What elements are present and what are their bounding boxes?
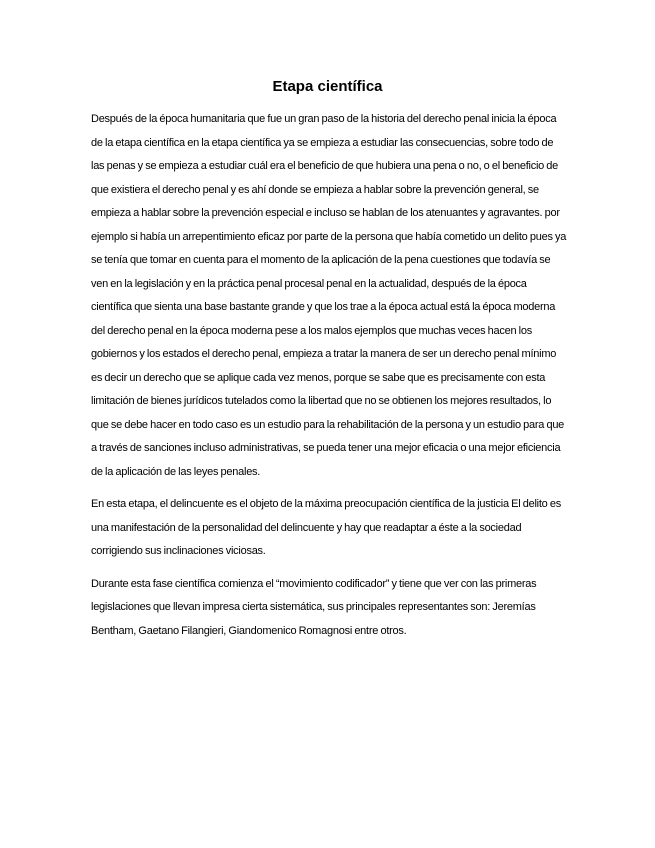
paragraph-1: Después de la época humanitaria que fue un gran paso de la historia del derecho penal inicia la época de la etapa científica en la etapa científica ya se empieza a estudiar las consecuencias, sobre todo de las penas y se empieza a estudiar cuál era el beneficio de que hubiera una pena o no, o el beneficio de que existiera el derecho penal y es ahí donde se empieza a hablar sobre la prevención general, se empieza a hablar sobre la prevención especial e incluso se hablan de los atenuantes y agravantes. por ejemplo si había un arrepentimiento eficaz por parte de la persona que había cometido un delito pues ya se tenía que tomar en cuenta para el momento de la aplicación de la pena cuestiones que todavía se ven en la legislación y en la práctica penal procesal penal en la actualidad, después de la época científica que sienta una base bastante grande y que los trae a la época actual está la época moderna del derecho penal en la época moderna pese a los malos ejemplos que muchas veces hacen los gobiernos y los estados el derecho penal, empieza a tratar la manera de ser un derecho penal mínimo es decir un derecho que se aplique cada vez menos, porque se sabe que es precisamente con esta limitación de bienes jurídicos tutelados como la libertad que no se obtienen los mejores resultados, lo que se debe hacer en todo caso es un estudio para la rehabilitación de la persona y un estudio para que a través de sanciones incluso administrativas, se pueda tener una mejor eficacia o una mejor eficiencia de la aplicación de las leyes penales.: [91, 113, 567, 478]
document-body: [91, 108, 567, 652]
page-title: Etapa científica: [272, 78, 383, 95]
paragraph-3: Durante esta fase científica comienza el “movimiento codificador” y tiene que ver con las primeras legislaciones que llevan impresa cierta sistemática, sus principales representantes son: Jeremías Bentham, Gaetano Filangieri, Giandomenico Romagnosi entre otros.: [91, 577, 537, 637]
paragraph-2: En esta etapa, el delincuente es el objeto de la máxima preocupación científica de la justicia El delito es una manifestación de la personalidad del delincuente y hay que readaptar a éste a la sociedad corrigiendo sus inclinaciones viciosas.: [91, 498, 561, 557]
